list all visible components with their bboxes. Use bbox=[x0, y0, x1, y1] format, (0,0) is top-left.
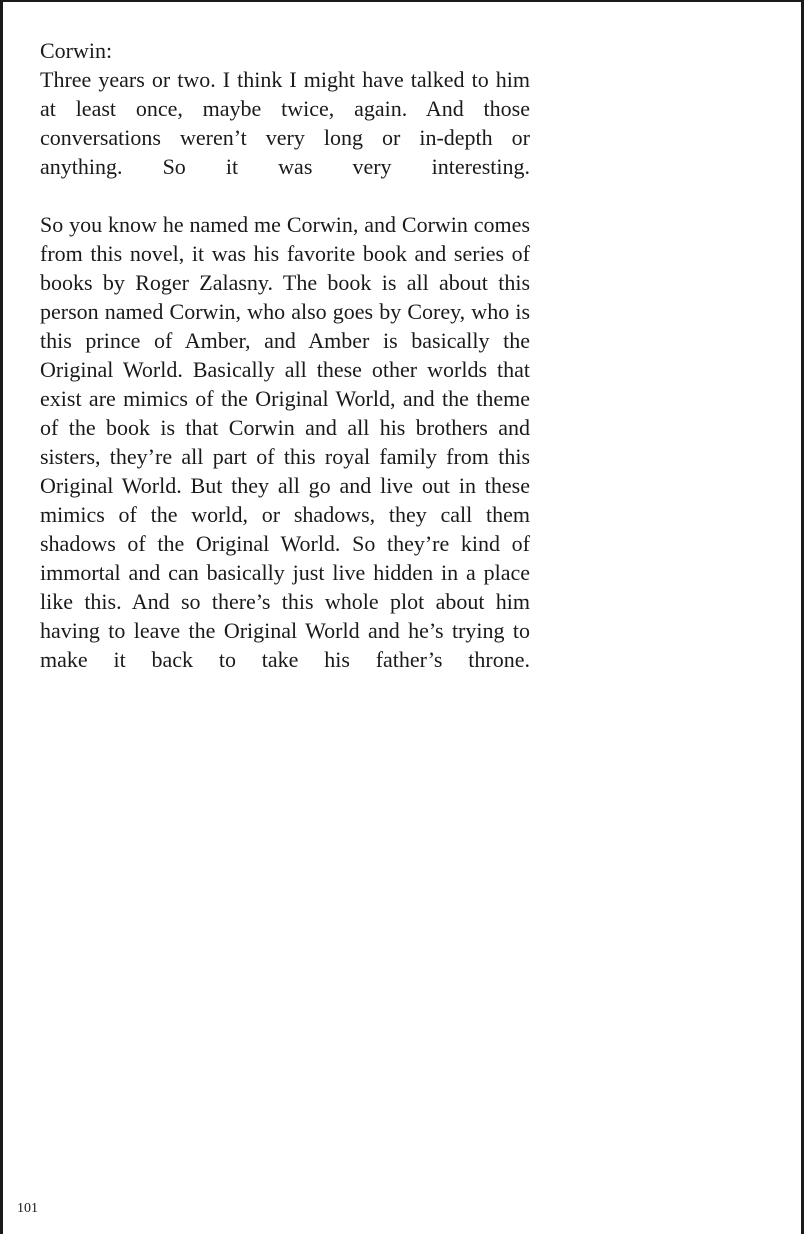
paragraph-spacer bbox=[40, 181, 530, 210]
speaker-label: Corwin: bbox=[40, 38, 113, 63]
interview-text bbox=[40, 36, 530, 674]
paragraph-2: So you know he named me Corwin, and Corwin comes from this novel, it was his favorite book and series of books by Roger Zalasny. The book is all about this person named Corwin, who also goes by Corey, who is this prince of Amber, and Amber is basically the Original World. Basically all these other worlds that exist are mimics of the Original World, and the theme of the book is that Corwin and all his brothers and sisters, they’re all part of this royal family from this Original World. But they all go and live out in these mimics of the world, or shadows, they call them shadows of the Original World. So they’re kind of immortal and can basically just live hidden in a place like this. And so there’s this whole plot about him having to leave the Original World and he’s trying to make it back to take his father’s throne. bbox=[40, 212, 530, 672]
paragraph-1: Three years or two. I think I might have talked to him at least once, maybe twice, again. And those conversations weren’t very long or in-depth or anything. So it was very interesting. bbox=[40, 67, 530, 179]
page-number: 101 bbox=[17, 1201, 38, 1216]
